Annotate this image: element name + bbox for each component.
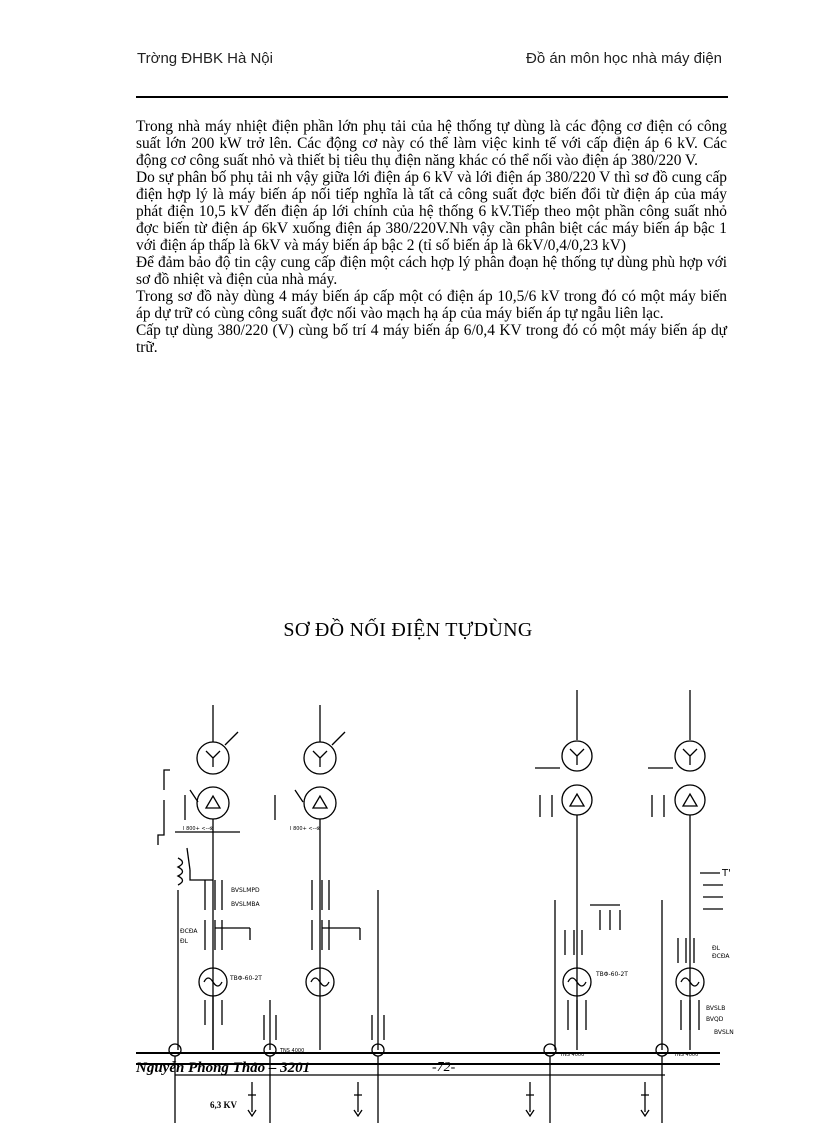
paragraph-2: Do sự phân bố phụ tải nh vậy giữa lới điện áp 6 kV và lới điện áp 380/220 V thì sơ đồ cung cấp điện hợp lý là máy biến áp nối tiếp nghĩa là tất cả công suất đợc biến đổi từ điện áp của máy phát điện 10,5 kV đến điện áp lới chính của hệ thống 6 kV.Tiếp theo một phần công suất nhỏ đợc biến từ điện áp 6kV xuống điện áp 380/220V.Nh vậy cần phân biệt các máy biến áp bậc 1 với điện áp thấp là 6kV và máy biến áp bậc 2 (tỉ số biến áp là 6kV/0,4/0,23 kV) xyxy=(136,169,727,254)
label-tns-2: TNS 4000 xyxy=(560,1052,585,1058)
unit3-transformer-bottom xyxy=(562,785,592,815)
unit2-arrow xyxy=(332,732,345,745)
wiring-diagram xyxy=(0,680,816,1123)
label-bvslmpd: BVSLMPD xyxy=(231,887,260,894)
unit2-transformer-bottom xyxy=(304,787,336,819)
diagram-title: SƠ ĐỒ NỐI ĐIỆN TỰDÙNG xyxy=(283,619,533,641)
label-bvqd: BVQD xyxy=(706,1016,724,1023)
label-tns-3: TNS 4000 xyxy=(674,1052,699,1058)
page-number: -72- xyxy=(432,1060,456,1075)
busbar-tx-1 xyxy=(169,1044,181,1056)
label-side-mark: T' xyxy=(722,868,731,879)
label-gen-type-1: TBΦ-60-2T xyxy=(230,975,262,982)
author-signature: Nguyễn Phong Thảo – 3201 xyxy=(136,1060,311,1076)
busbar-tx-4 xyxy=(544,1044,556,1056)
label-dl-right: ĐL xyxy=(712,945,720,952)
label-voltage: 6,3 KV xyxy=(210,1100,237,1110)
unit1-transformer-bottom xyxy=(197,787,229,819)
unit1-arrow xyxy=(225,732,238,745)
unit4-transformer-bottom xyxy=(675,785,705,815)
paragraph-4: Trong sơ đồ này dùng 4 máy biến áp cấp một có điện áp 10,5/6 kV trong đó có một máy biến áp dự trữ có cùng công suất đợc nối vào mạch hạ áp của máy biến áp tự ngẫu liên lạc. xyxy=(136,288,727,322)
label-gen-type-2: TBΦ-60-2T xyxy=(596,971,628,978)
header-project: Đồ án môn học nhà máy điện xyxy=(526,50,722,67)
paragraph-3: Để đảm bảo độ tin cậy cung cấp điện một cách hợp lý phân đoạn hệ thống tự dùng phù hợp với sơ đồ nhiệt và điện của nhà máy. xyxy=(136,254,727,288)
label-dl-left: ĐL xyxy=(180,938,188,945)
label-bvslmba: BVSLMBA xyxy=(231,901,260,908)
label-ct-1: I 800+ <--⊗ xyxy=(183,826,214,832)
body-text xyxy=(136,118,727,356)
header-rule xyxy=(136,96,728,98)
paragraph-1: Trong nhà máy nhiệt điện phần lớn phụ tải của hệ thống tự dùng là các động cơ điện có công suất lớn 200 kW trở lên. Các động cơ này có thể làm việc kinh tế với cấp điện áp 6 kV. Các động cơ công suất nhỏ và thiết bị tiêu thụ điện năng khác có thể nối vào điện áp 380/220 V. xyxy=(136,118,727,169)
label-ct-2: I 800+ <--⊗ xyxy=(290,826,321,832)
label-dcda-left: ĐCĐA xyxy=(180,928,198,935)
paragraph-5: Cấp tự dùng 380/220 (V) cùng bố trí 4 máy biến áp 6/0,4 KV trong đó có một máy biến áp dự trữ. xyxy=(136,322,727,356)
header-school: Trờng ĐHBK Hà Nội xyxy=(137,50,273,67)
label-tns-1: TNS 4000 xyxy=(280,1048,305,1054)
label-bvsln: BVSLN xyxy=(714,1029,734,1036)
label-bvslb: BVSLB xyxy=(706,1005,726,1012)
label-dcda-right: ĐCĐA xyxy=(712,953,730,960)
